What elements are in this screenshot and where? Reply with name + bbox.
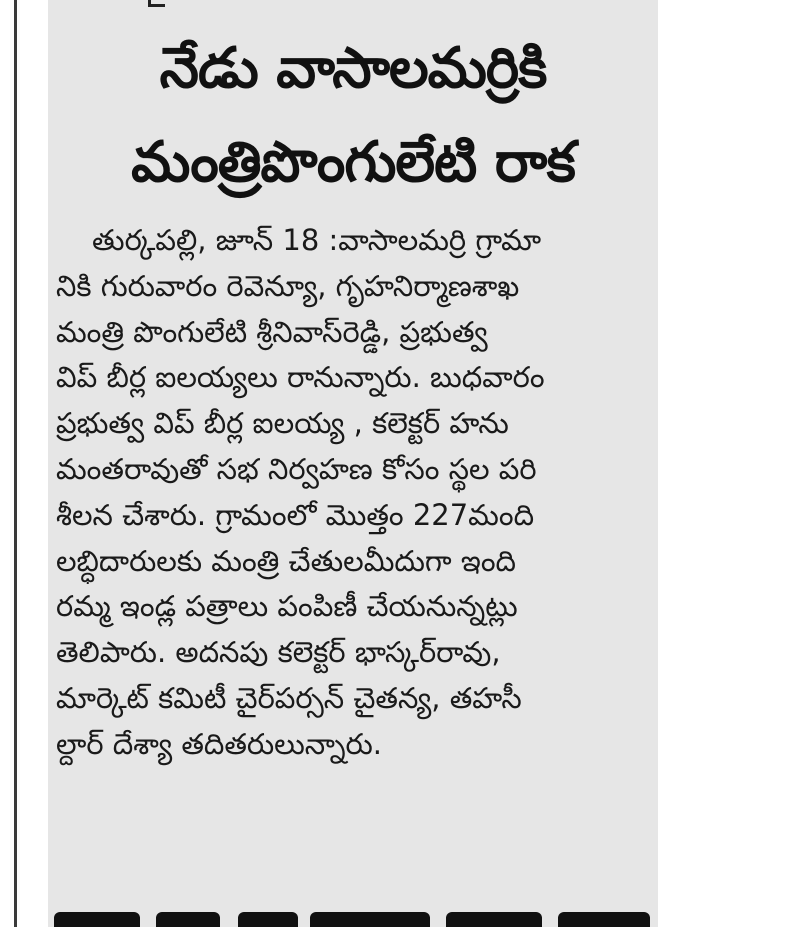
column-rule xyxy=(14,0,17,927)
body-line: ల్దార్ దేశ్యా తదితరులున్నారు. xyxy=(56,726,382,761)
body-line: మంతరావుతో సభ నిర్వహణ కోసం స్థల పరి xyxy=(56,451,537,486)
body-line: ప్రభుత్వ విప్ బీర్ల ఐలయ్య , కలెక్టర్ హను xyxy=(56,406,509,441)
body-line: తుర్కపల్లి, జూన్ 18 :వాసాలమర్రి గ్రామా xyxy=(92,223,542,257)
cropped-next-headline xyxy=(48,898,658,927)
body-line: మార్కెట్ కమిటీ చైర్‌పర్సన్ చైతన్య, తహసీ xyxy=(56,680,522,715)
body-line: లబ్ధిదారులకు మంత్రి చేతులమీదుగా ఇంది xyxy=(56,543,517,578)
body-line: తెలిపారు. అదనపు కలెక్టర్ భాస్కర్‌రావు, xyxy=(56,635,501,670)
body-line: మంత్రి పొంగులేటి శ్రీనివాస్‌రెడ్డి, ప్రభుత్వ xyxy=(56,314,488,349)
cropped-previous-text xyxy=(148,0,165,7)
body-line: నికి గురువారం రెవెన్యూ, గృహనిర్మాణశాఖ xyxy=(56,268,520,303)
body-line: రమ్మ ఇండ్ల పత్రాలు పంపిణీ చేయనున్నట్లు xyxy=(56,589,518,624)
news-clipping xyxy=(48,0,658,927)
body-line: విప్ బీర్ల ఐలయ్యలు రానున్నారు. బుధవారం xyxy=(56,360,545,395)
headline-line-2: మంత్రిపొంగులేటి రాక xyxy=(131,130,575,195)
headline-line-1: నేడు వాసాలమర్రికి xyxy=(159,36,547,101)
article-body xyxy=(56,218,652,768)
body-line: శీలన చేశారు. గ్రామంలో మొత్తం 227మంది xyxy=(56,497,535,532)
